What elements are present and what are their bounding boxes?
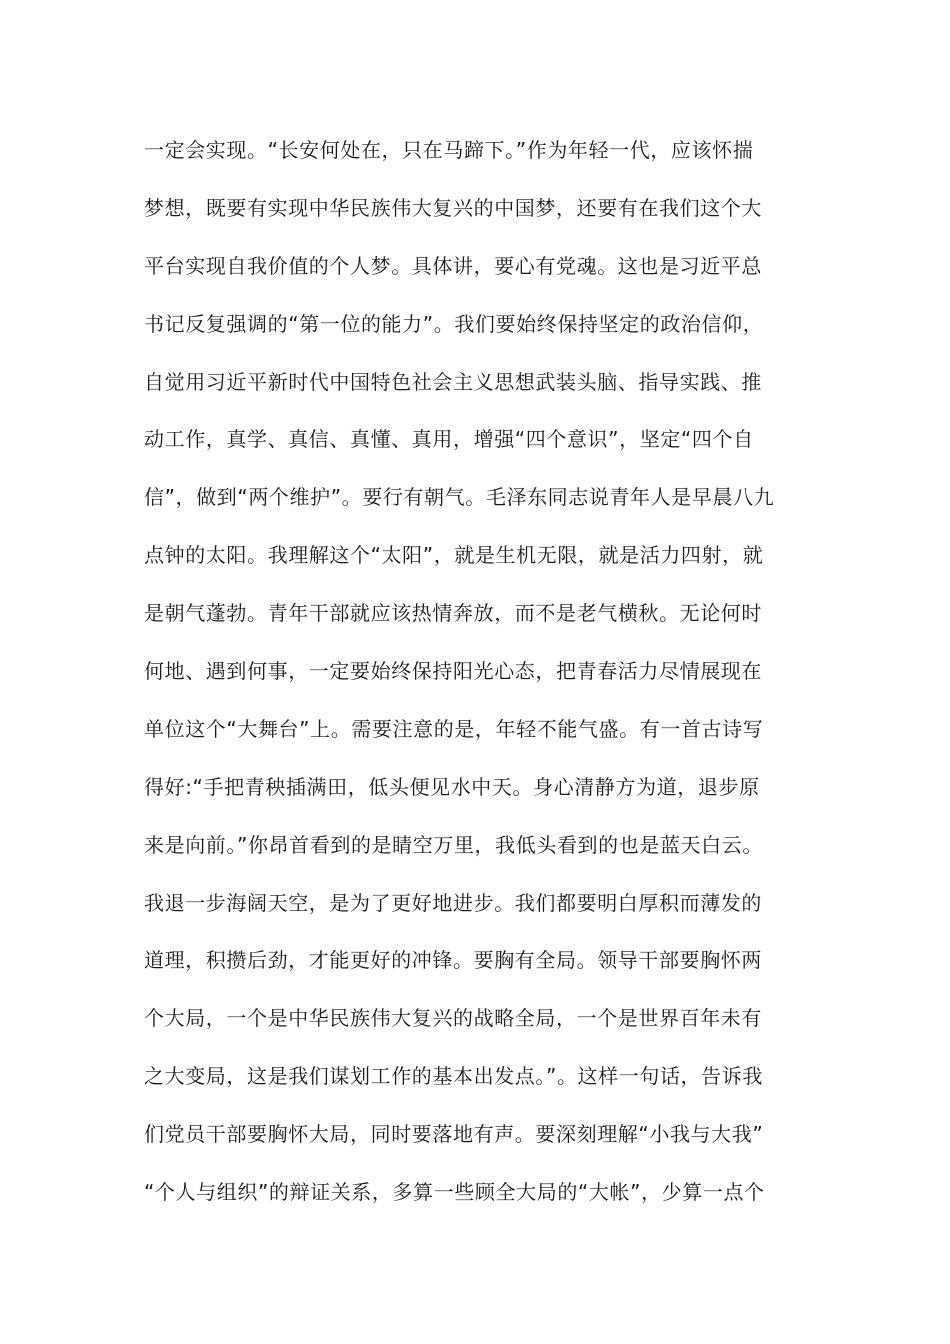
body-text [144, 128, 814, 1228]
text-line: 们党员干部要胸怀大局，同时要落地有声。要深刻理解“小我与大我” [144, 1122, 764, 1147]
text-line: 是朝气蓬勃。青年干部就应该热情奔放，而不是老气横秋。无论何时 [144, 601, 762, 626]
text-line: 平台实现自我价值的个人梦。具体讲，要心有党魂。这也是习近平总 [144, 253, 762, 278]
text-line: 何地、遇到何事，一定要始终保持阳光心态，把青春活力尽情展现在 [144, 659, 762, 684]
text-line: 书记反复强调的“第一位的能力”。我们要始终保持坚定的政治信仰， [144, 311, 764, 336]
text-line: 得好:“手把青秧插满田，低头便见水中天。身心清静方为道，退步原 [144, 774, 760, 799]
text-line: 自觉用习近平新时代中国特色社会主义思想武装头脑、指导实践、推 [144, 369, 762, 394]
text-line: 点钟的太阳。我理解这个“太阳”，就是生机无限，就是活力四射，就 [144, 543, 764, 568]
text-line: 单位这个“大舞台”上。需要注意的是，年轻不能气盛。有一首古诗写 [144, 716, 764, 741]
text-line: 道理，积攒后劲，才能更好的冲锋。要胸有全局。领导干部要胸怀两 [144, 948, 762, 973]
text-line: 个大局，一个是中华民族伟大复兴的战略全局，一个是世界百年未有 [144, 1006, 762, 1031]
text-line: “个人与组织”的辩证关系，多算一些顾全大局的“大帐”，少算一点个 [144, 1180, 765, 1205]
text-line: 一定会实现。“长安何处在，只在马蹄下。”作为年轻一代，应该怀揣 [144, 138, 754, 162]
text-line: 来是向前。”你昂首看到的是睛空万里，我低头看到的也是蓝天白云。 [144, 832, 763, 857]
text-line: 之大变局，这是我们谋划工作的基本出发点。”。这样一句话，告诉我 [144, 1064, 763, 1089]
text-line: 信”，做到“两个维护”。要行有朝气。毛泽东同志说青年人是早晨八九 [144, 485, 775, 510]
text-line: 我退一步海阔天空，是为了更好地进步。我们都要明白厚积而薄发的 [144, 890, 762, 915]
text-line: 动工作，真学、真信、真懂、真用，增强“四个意识”，坚定“四个自 [144, 427, 754, 452]
text-line: 梦想，既要有实现中华民族伟大复兴的中国梦，还要有在我们这个大 [144, 195, 762, 220]
